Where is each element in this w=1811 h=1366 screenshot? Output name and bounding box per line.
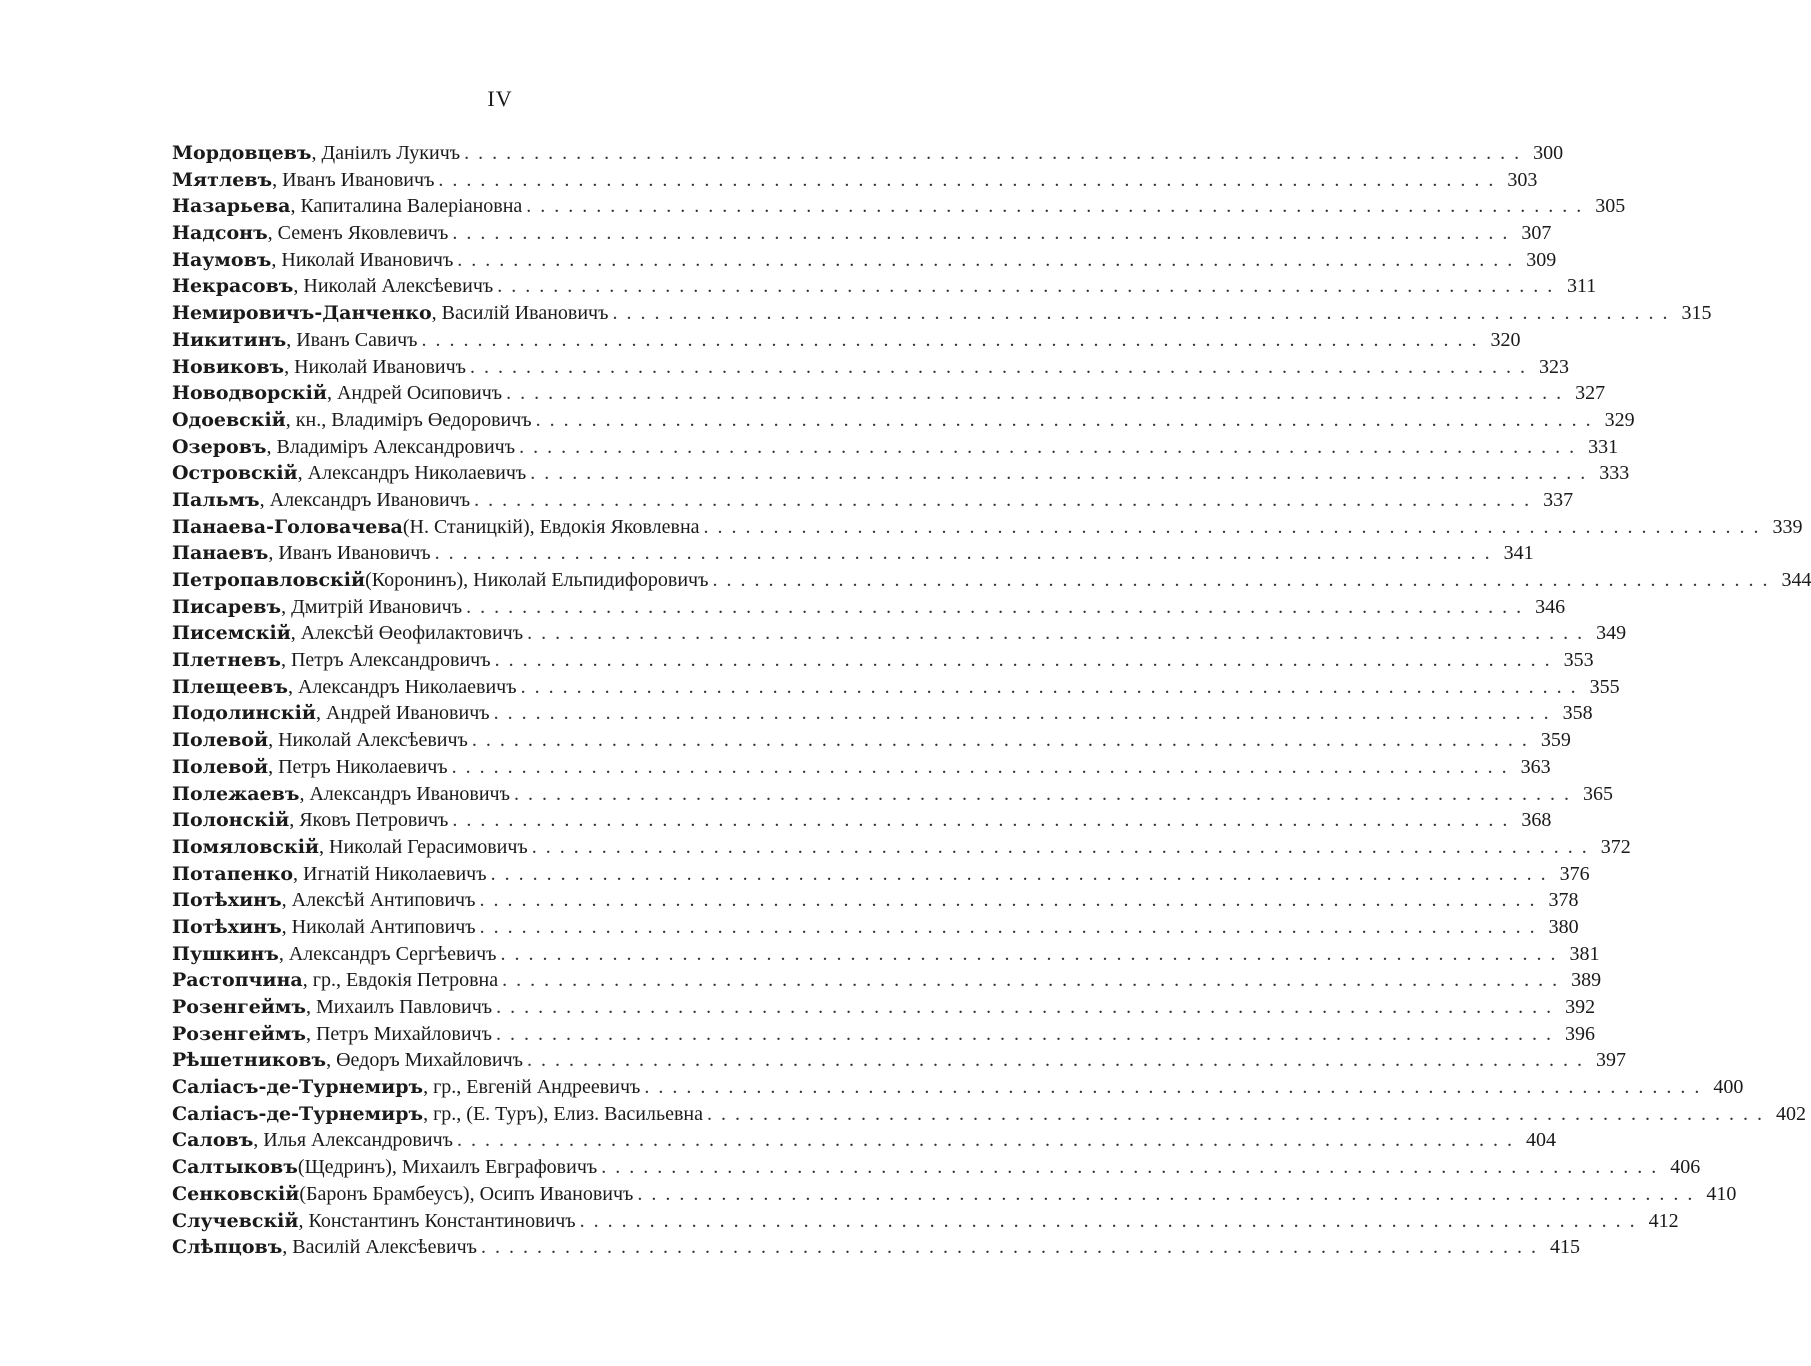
author-surname: Пальмъ bbox=[172, 488, 260, 511]
toc-entry bbox=[172, 861, 1590, 888]
author-surname: Мордовцевъ bbox=[172, 142, 312, 164]
author-given-names: (Н. Станицкій), Евдокія Яковлевна bbox=[402, 515, 700, 538]
author-surname: Помяловскій bbox=[172, 835, 320, 858]
page-ref: 363 bbox=[1520, 755, 1551, 778]
dot-leader bbox=[601, 1154, 1658, 1181]
author-surname: Салтыковъ bbox=[172, 1156, 298, 1179]
dot-leader bbox=[497, 273, 1554, 300]
author-surname: Полежаевъ bbox=[172, 782, 300, 805]
author-given-names: , Өедоръ Михайловичъ bbox=[326, 1049, 524, 1072]
toc-entry bbox=[172, 1127, 1556, 1154]
author-surname: Пушкинъ bbox=[172, 942, 279, 965]
author-given-names: , Иванъ Ивановичъ bbox=[268, 542, 431, 565]
dot-leader bbox=[527, 1047, 1584, 1074]
page-ref: 311 bbox=[1566, 275, 1597, 298]
author-given-names: , Александръ Ивановичъ bbox=[259, 488, 471, 511]
page-ref: 358 bbox=[1562, 702, 1593, 725]
author-surname: Потапенко bbox=[172, 862, 293, 885]
dot-leader bbox=[457, 1127, 1514, 1154]
dot-leader bbox=[501, 941, 1558, 968]
page-ref: 339 bbox=[1772, 515, 1803, 538]
dot-leader bbox=[472, 727, 1529, 754]
author-surname: Растопчина bbox=[172, 969, 303, 992]
dot-leader bbox=[494, 700, 1551, 727]
toc-entry bbox=[172, 193, 1626, 220]
page-ref: 307 bbox=[1521, 222, 1552, 245]
toc-entry bbox=[172, 807, 1552, 834]
toc-entry bbox=[172, 434, 1619, 461]
dot-leader bbox=[704, 514, 1761, 541]
toc-entry bbox=[172, 700, 1593, 727]
author-surname: Сенковскій bbox=[172, 1182, 300, 1205]
page-ref: 410 bbox=[1706, 1182, 1737, 1205]
dot-leader bbox=[637, 1181, 1694, 1208]
page-number: IV bbox=[487, 86, 513, 111]
toc-entry bbox=[172, 407, 1635, 434]
author-given-names: , Александръ Николаевичъ bbox=[287, 675, 517, 698]
toc-entry bbox=[172, 354, 1569, 381]
author-surname: Саліасъ-де-Турнемиръ bbox=[172, 1076, 424, 1099]
author-surname: Плещеевъ bbox=[172, 675, 288, 698]
toc-entry bbox=[172, 300, 1712, 327]
page-ref: 380 bbox=[1548, 915, 1579, 938]
page-ref: 378 bbox=[1548, 889, 1579, 912]
author-given-names: , гр., (Е. Туръ), Елиз. Васильевна bbox=[423, 1102, 703, 1125]
author-given-names: , Андрей Ивановичъ bbox=[315, 702, 490, 725]
page-ref: 309 bbox=[1526, 248, 1557, 271]
table-of-contents bbox=[172, 140, 1811, 1261]
author-given-names: , Илья Александровичъ bbox=[253, 1129, 453, 1152]
author-surname: Писаревъ bbox=[172, 595, 282, 618]
toc-entry bbox=[172, 220, 1552, 247]
author-surname: Новодворскій bbox=[172, 382, 327, 405]
author-given-names: , Александръ Сергѣевичъ bbox=[278, 942, 497, 965]
toc-entry bbox=[172, 1101, 1806, 1128]
dot-leader bbox=[457, 247, 1514, 274]
author-surname: Полонскій bbox=[172, 809, 290, 832]
author-given-names: , Николай Ивановичъ bbox=[284, 355, 466, 378]
author-surname: Мятлевъ bbox=[172, 168, 273, 191]
dot-leader bbox=[464, 140, 1521, 167]
dot-leader bbox=[612, 300, 1669, 327]
author-surname: Полевой bbox=[172, 755, 269, 778]
author-surname: Назарьева bbox=[172, 195, 291, 218]
author-surname: Новиковъ bbox=[172, 355, 285, 378]
author-given-names: , Николай Алексѣевичъ bbox=[293, 275, 494, 298]
toc-entry bbox=[172, 460, 1630, 487]
author-surname: Никитинъ bbox=[172, 328, 287, 351]
author-surname: Подолинскій bbox=[172, 702, 316, 725]
author-surname: Наумовъ bbox=[172, 248, 272, 271]
page-ref: 303 bbox=[1507, 168, 1538, 191]
dot-leader bbox=[480, 914, 1537, 941]
author-surname: Потѣхинъ bbox=[172, 889, 282, 912]
dot-leader bbox=[519, 434, 1576, 461]
author-given-names: , Николай Ивановичъ bbox=[271, 248, 454, 271]
page-ref: 404 bbox=[1525, 1129, 1556, 1152]
author-given-names: (Коронинъ), Николай Ельпидифоровичъ bbox=[365, 569, 709, 591]
toc-entry bbox=[172, 1074, 1744, 1101]
toc-entry bbox=[172, 674, 1620, 701]
dot-leader bbox=[527, 620, 1584, 647]
author-given-names: , Николай Антиповичъ bbox=[281, 915, 476, 938]
page-ref: 333 bbox=[1599, 462, 1630, 485]
toc-entry bbox=[172, 967, 1602, 994]
dot-leader bbox=[496, 994, 1553, 1021]
toc-entry bbox=[172, 540, 1534, 567]
dot-leader bbox=[506, 380, 1563, 407]
author-given-names: , Яковъ Петровичъ bbox=[289, 809, 449, 832]
page-ref: 372 bbox=[1600, 835, 1631, 858]
page-ref: 396 bbox=[1564, 1022, 1595, 1045]
author-given-names: , Андрей Осиповичъ bbox=[326, 382, 503, 405]
author-given-names: (Баронъ Брамбеусъ), Осипъ Ивановичъ bbox=[299, 1182, 634, 1205]
toc-entry bbox=[172, 1234, 1580, 1261]
author-surname: Саліасъ-де-Турнемиръ bbox=[172, 1102, 424, 1125]
dot-leader bbox=[481, 1234, 1538, 1261]
author-surname: Розенгеймъ bbox=[172, 1022, 306, 1045]
dot-leader bbox=[644, 1074, 1701, 1101]
page-ref: 341 bbox=[1503, 542, 1534, 565]
dot-leader bbox=[526, 193, 1583, 220]
toc-entry bbox=[172, 941, 1600, 968]
dot-leader bbox=[502, 967, 1559, 994]
author-given-names: , Петръ Николаевичъ bbox=[268, 755, 448, 778]
author-given-names: , гр., Евдокія Петровна bbox=[302, 969, 499, 992]
author-surname: Надсонъ bbox=[172, 222, 268, 245]
author-surname: Рѣшетниковъ bbox=[172, 1049, 327, 1072]
toc-entry bbox=[172, 1181, 1737, 1208]
toc-entry bbox=[172, 514, 1803, 541]
toc-entry bbox=[172, 167, 1538, 194]
dot-leader bbox=[536, 407, 1593, 434]
author-given-names: , кн., Владиміръ Өедоровичъ bbox=[285, 408, 532, 431]
dot-leader bbox=[474, 487, 1531, 514]
toc-entry bbox=[172, 914, 1579, 941]
author-given-names: , Василій Ивановичъ bbox=[431, 302, 609, 325]
author-given-names: , Петръ Александровичъ bbox=[280, 649, 491, 672]
toc-entry bbox=[172, 594, 1566, 621]
dot-leader bbox=[532, 834, 1589, 861]
page-ref: 315 bbox=[1681, 302, 1712, 325]
dot-leader bbox=[495, 647, 1552, 674]
author-given-names: , Михаилъ Павловичъ bbox=[305, 996, 493, 1018]
toc-entry bbox=[172, 727, 1571, 754]
page-ref: 397 bbox=[1596, 1049, 1627, 1072]
author-surname: Озеровъ bbox=[172, 435, 267, 458]
page-ref: 402 bbox=[1775, 1102, 1806, 1125]
author-surname: Случевскій bbox=[172, 1209, 299, 1232]
page-ref: 327 bbox=[1575, 382, 1606, 405]
author-surname: Розенгеймъ bbox=[172, 996, 306, 1018]
author-given-names: , Дмитрій Ивановичъ bbox=[281, 595, 463, 618]
author-given-names: , Алексѣй Антиповичъ bbox=[281, 889, 476, 912]
dot-leader bbox=[452, 807, 1509, 834]
page-ref: 346 bbox=[1535, 595, 1566, 618]
author-surname: Одоевскій bbox=[172, 408, 286, 431]
dot-leader bbox=[491, 861, 1548, 888]
author-given-names: , гр., Евгеній Андреевичъ bbox=[423, 1076, 641, 1099]
toc-entry bbox=[172, 327, 1521, 354]
dot-leader bbox=[530, 460, 1587, 487]
toc-entry bbox=[172, 834, 1631, 861]
author-surname: Потѣхинъ bbox=[172, 915, 282, 938]
page-ref: 389 bbox=[1571, 969, 1602, 992]
dot-leader bbox=[422, 327, 1479, 354]
dot-leader bbox=[435, 540, 1492, 567]
toc-entry bbox=[172, 781, 1613, 808]
page-ref: 355 bbox=[1589, 675, 1620, 698]
author-surname: Полевой bbox=[172, 729, 269, 752]
author-surname: Некрасовъ bbox=[172, 275, 294, 298]
toc-entry bbox=[172, 380, 1606, 407]
page-ref: 323 bbox=[1539, 355, 1569, 378]
dot-leader bbox=[521, 674, 1578, 701]
author-given-names: , Семенъ Яковлевичъ bbox=[267, 222, 449, 245]
page-ref: 412 bbox=[1648, 1209, 1679, 1232]
toc-entry bbox=[172, 1208, 1679, 1235]
author-given-names: , Алексѣй Өеофилактовичъ bbox=[290, 622, 524, 645]
author-surname: Петропавловскій bbox=[172, 569, 366, 591]
page-ref: 359 bbox=[1540, 729, 1571, 752]
toc-entry bbox=[172, 273, 1597, 300]
toc-entry bbox=[172, 1154, 1701, 1181]
author-surname: Слѣпцовъ bbox=[172, 1236, 283, 1259]
toc-entry bbox=[172, 567, 1811, 594]
dot-leader bbox=[470, 354, 1527, 381]
author-surname: Панаевъ bbox=[172, 542, 269, 565]
toc-entry bbox=[172, 620, 1627, 647]
page-ref: 329 bbox=[1604, 408, 1635, 431]
toc-entry bbox=[172, 887, 1579, 914]
dot-leader bbox=[496, 1021, 1553, 1048]
author-given-names: , Петръ Михайловичъ bbox=[305, 1022, 492, 1045]
toc-entry bbox=[172, 1047, 1627, 1074]
author-given-names: , Константинъ Константиновичъ bbox=[298, 1209, 576, 1232]
page-ref: 320 bbox=[1490, 328, 1521, 351]
author-given-names: , Николай Герасимовичъ bbox=[319, 835, 528, 858]
page-ref: 415 bbox=[1550, 1236, 1580, 1259]
author-given-names: , Игнатій Николаевичъ bbox=[293, 862, 487, 885]
dot-leader bbox=[580, 1208, 1637, 1235]
dot-leader bbox=[438, 167, 1495, 194]
dot-leader bbox=[466, 594, 1523, 621]
author-surname: Островскій bbox=[172, 462, 298, 485]
page-ref: 305 bbox=[1595, 195, 1626, 218]
author-surname: Писемскій bbox=[172, 622, 291, 645]
page-ref: 344 bbox=[1781, 569, 1811, 591]
page-ref: 365 bbox=[1582, 782, 1613, 805]
dot-leader bbox=[707, 1101, 1764, 1128]
page-ref: 300 bbox=[1533, 142, 1564, 164]
author-given-names: , Николай Алексѣевичъ bbox=[268, 729, 468, 752]
author-surname: Саловъ bbox=[172, 1129, 254, 1152]
toc-entry bbox=[172, 754, 1551, 781]
author-given-names: , Василій Алексѣевичъ bbox=[282, 1236, 477, 1259]
author-given-names: , Иванъ Ивановичъ bbox=[272, 168, 435, 191]
page-ref: 400 bbox=[1713, 1076, 1744, 1099]
dot-leader bbox=[514, 781, 1571, 808]
author-given-names: , Александръ Ивановичъ bbox=[299, 782, 510, 805]
page-ref: 406 bbox=[1670, 1156, 1701, 1179]
page-ref: 349 bbox=[1596, 622, 1627, 645]
dot-leader bbox=[452, 754, 1509, 781]
toc-entry bbox=[172, 994, 1596, 1021]
page-ref: 368 bbox=[1521, 809, 1552, 832]
page-ref: 381 bbox=[1569, 942, 1600, 965]
dot-leader bbox=[712, 567, 1769, 594]
dot-leader bbox=[479, 887, 1536, 914]
author-surname: Немировичъ-Данченко bbox=[172, 302, 432, 325]
author-given-names: (Щедринъ), Михаилъ Евграфовичъ bbox=[297, 1156, 598, 1179]
toc-entry bbox=[172, 140, 1564, 167]
author-surname: Панаева-Головачева bbox=[172, 515, 403, 538]
page-ref: 331 bbox=[1588, 435, 1619, 458]
page-ref: 337 bbox=[1543, 488, 1574, 511]
author-given-names: , Даніилъ Лукичъ bbox=[311, 142, 461, 164]
author-given-names: , Владиміръ Александровичъ bbox=[266, 435, 516, 458]
author-given-names: , Капиталина Валеріановна bbox=[290, 195, 523, 218]
toc-entry bbox=[172, 1021, 1595, 1048]
toc-entry bbox=[172, 247, 1557, 274]
dot-leader bbox=[452, 220, 1509, 247]
page-ref: 353 bbox=[1563, 649, 1594, 672]
author-given-names: , Александръ Николаевичъ bbox=[297, 462, 527, 485]
page-ref: 376 bbox=[1559, 862, 1590, 885]
toc-entry bbox=[172, 647, 1594, 674]
author-given-names: , Иванъ Савичъ bbox=[286, 328, 418, 351]
toc-entry bbox=[172, 487, 1574, 514]
author-surname: Плетневъ bbox=[172, 649, 281, 672]
page-ref: 392 bbox=[1565, 996, 1596, 1018]
